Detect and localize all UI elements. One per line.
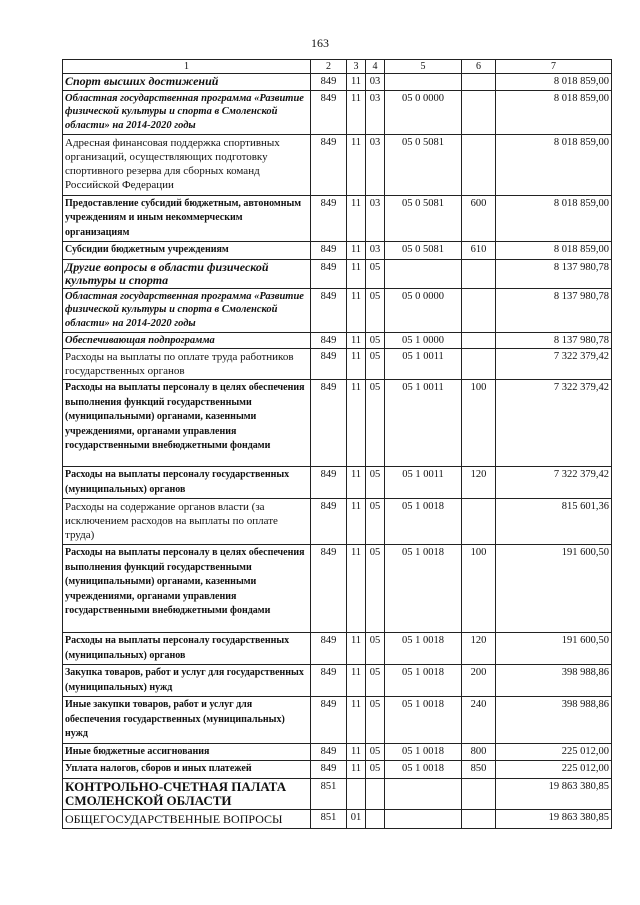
row-expense-type-cell [462, 809, 496, 828]
row-name-cell: Расходы на выплаты персоналу в целях обеспечения выполнения функций государственными (муниципальными) органами, казенными учреждениями, органами управления государственными внебюджетными фондами [63, 545, 311, 633]
row-section-cell: 11 [347, 499, 366, 545]
row-target-article-cell: 05 1 0018 [385, 665, 462, 697]
row-subsection-cell: 05 [366, 288, 385, 332]
table-row [63, 195, 612, 242]
row-section-cell: 11 [347, 665, 366, 697]
table-row [63, 380, 612, 467]
row-code-cell: 849 [311, 74, 347, 91]
row-expense-type-cell: 240 [462, 697, 496, 744]
row-target-article-cell: 05 1 0018 [385, 545, 462, 633]
row-amount-cell: 8 137 980,78 [496, 288, 612, 332]
row-subsection-cell: 05 [366, 499, 385, 545]
row-subsection-cell: 05 [366, 743, 385, 761]
row-name-cell: Областная государственная программа «Развитие физической культуры и спорта в Смоленской области» на 2014-2020 годы [63, 90, 311, 134]
row-amount-cell: 191 600,50 [496, 545, 612, 633]
row-name-cell: Расходы на выплаты персоналу государственных (муниципальных) органов [63, 467, 311, 499]
table-header-row [63, 60, 612, 74]
row-subsection-cell: 05 [366, 545, 385, 633]
row-code-cell: 849 [311, 380, 347, 467]
row-code-cell: 849 [311, 242, 347, 260]
row-subsection-cell: 05 [366, 697, 385, 744]
row-subsection-cell: 03 [366, 90, 385, 134]
table-row [63, 242, 612, 260]
row-subsection-cell: 05 [366, 259, 385, 288]
row-name-cell: КОНТРОЛЬНО-СЧЕТНАЯ ПАЛАТА СМОЛЕНСКОЙ ОБЛАСТИ [63, 778, 311, 809]
row-section-cell: 11 [347, 288, 366, 332]
header-cell: 1 [63, 60, 311, 74]
header-cell: 7 [496, 60, 612, 74]
table-row [63, 90, 612, 134]
row-subsection-cell: 03 [366, 74, 385, 91]
row-name-cell: Областная государственная программа «Развитие физической культуры и спорта в Смоленской области» на 2014-2020 годы [63, 288, 311, 332]
row-name-cell: Расходы на выплаты персоналу в целях обеспечения выполнения функций государственными (муниципальными) органами, казенными учреждениями, органами управления государственными внебюджетными фондами [63, 380, 311, 467]
header-cell: 3 [347, 60, 366, 74]
row-name-cell: Расходы на выплаты по оплате труда работников государственных органов [63, 349, 311, 380]
row-expense-type-cell [462, 74, 496, 91]
row-code-cell: 849 [311, 499, 347, 545]
row-amount-cell: 8 018 859,00 [496, 242, 612, 260]
row-code-cell: 849 [311, 259, 347, 288]
row-subsection-cell [366, 778, 385, 809]
row-target-article-cell: 05 0 0000 [385, 90, 462, 134]
row-amount-cell: 19 863 380,85 [496, 809, 612, 828]
row-code-cell: 849 [311, 665, 347, 697]
row-amount-cell: 7 322 379,42 [496, 380, 612, 467]
row-subsection-cell [366, 809, 385, 828]
row-name-cell: ОБЩЕГОСУДАРСТВЕННЫЕ ВОПРОСЫ [63, 809, 311, 828]
row-name-cell: Расходы на содержание органов власти (за исключением расходов на выплаты по оплате труда) [63, 499, 311, 545]
table-row [63, 74, 612, 91]
row-expense-type-cell [462, 349, 496, 380]
row-section-cell: 11 [347, 467, 366, 499]
row-code-cell: 849 [311, 633, 347, 665]
row-name-cell: Субсидии бюджетным учреждениям [63, 242, 311, 260]
row-target-article-cell: 05 0 5081 [385, 195, 462, 242]
row-target-article-cell: 05 1 0018 [385, 743, 462, 761]
row-section-cell: 11 [347, 743, 366, 761]
row-section-cell [347, 778, 366, 809]
row-expense-type-cell: 850 [462, 761, 496, 779]
row-subsection-cell: 05 [366, 467, 385, 499]
row-subsection-cell: 03 [366, 134, 385, 195]
row-section-cell: 11 [347, 633, 366, 665]
table-row [63, 697, 612, 744]
row-code-cell: 849 [311, 90, 347, 134]
row-target-article-cell [385, 74, 462, 91]
row-section-cell: 11 [347, 545, 366, 633]
row-code-cell: 849 [311, 349, 347, 380]
header-cell: 6 [462, 60, 496, 74]
row-target-article-cell [385, 778, 462, 809]
table-row [63, 134, 612, 195]
row-subsection-cell: 03 [366, 242, 385, 260]
row-expense-type-cell: 120 [462, 633, 496, 665]
row-target-article-cell [385, 809, 462, 828]
row-section-cell: 11 [347, 134, 366, 195]
row-target-article-cell: 05 1 0011 [385, 380, 462, 467]
row-expense-type-cell: 610 [462, 242, 496, 260]
row-amount-cell: 398 988,86 [496, 697, 612, 744]
row-expense-type-cell [462, 332, 496, 349]
row-amount-cell: 8 018 859,00 [496, 90, 612, 134]
row-amount-cell: 8 137 980,78 [496, 259, 612, 288]
row-amount-cell: 8 018 859,00 [496, 74, 612, 91]
table-row [63, 259, 612, 288]
row-subsection-cell: 05 [366, 349, 385, 380]
row-amount-cell: 7 322 379,42 [496, 467, 612, 499]
row-target-article-cell: 05 1 0018 [385, 499, 462, 545]
row-target-article-cell: 05 1 0011 [385, 349, 462, 380]
row-name-cell: Иные бюджетные ассигнования [63, 743, 311, 761]
row-expense-type-cell: 200 [462, 665, 496, 697]
row-subsection-cell: 05 [366, 665, 385, 697]
header-cell: 2 [311, 60, 347, 74]
row-amount-cell: 19 863 380,85 [496, 778, 612, 809]
row-name-cell: Закупка товаров, работ и услуг для государственных (муниципальных) нужд [63, 665, 311, 697]
row-section-cell: 01 [347, 809, 366, 828]
row-expense-type-cell: 800 [462, 743, 496, 761]
row-code-cell: 849 [311, 761, 347, 779]
row-subsection-cell: 05 [366, 380, 385, 467]
row-code-cell: 849 [311, 697, 347, 744]
row-subsection-cell: 05 [366, 332, 385, 349]
header-cell: 4 [366, 60, 385, 74]
row-code-cell: 849 [311, 545, 347, 633]
row-section-cell: 11 [347, 242, 366, 260]
page-number: 163 [311, 36, 329, 50]
row-target-article-cell: 05 0 5081 [385, 134, 462, 195]
table-row [63, 743, 612, 761]
row-target-article-cell: 05 1 0018 [385, 697, 462, 744]
row-section-cell: 11 [347, 697, 366, 744]
row-name-cell: Расходы на выплаты персоналу государственных (муниципальных) органов [63, 633, 311, 665]
row-target-article-cell: 05 0 5081 [385, 242, 462, 260]
row-amount-cell: 225 012,00 [496, 761, 612, 779]
row-amount-cell: 8 018 859,00 [496, 134, 612, 195]
row-name-cell: Предоставление субсидий бюджетным, автономным учреждениям и иным некоммерческим организациям [63, 195, 311, 242]
table-row [63, 761, 612, 779]
row-expense-type-cell [462, 90, 496, 134]
row-target-article-cell: 05 0 0000 [385, 288, 462, 332]
row-subsection-cell: 05 [366, 761, 385, 779]
row-subsection-cell: 05 [366, 633, 385, 665]
row-code-cell: 851 [311, 778, 347, 809]
row-name-cell: Адресная финансовая поддержка спортивных организаций, осуществляющих подготовку спортивного резерва для сборных команд Российской Федерации [63, 134, 311, 195]
row-target-article-cell: 05 1 0018 [385, 761, 462, 779]
row-name-cell: Уплата налогов, сборов и иных платежей [63, 761, 311, 779]
row-code-cell: 849 [311, 288, 347, 332]
row-section-cell: 11 [347, 90, 366, 134]
row-target-article-cell: 05 1 0011 [385, 467, 462, 499]
row-code-cell: 849 [311, 743, 347, 761]
row-expense-type-cell [462, 259, 496, 288]
row-name-cell: Обеспечивающая подпрограмма [63, 332, 311, 349]
table-row [63, 288, 612, 332]
row-name-cell: Спорт высших достижений [63, 74, 311, 91]
table-row [63, 665, 612, 697]
row-code-cell: 849 [311, 134, 347, 195]
row-target-article-cell: 05 1 0018 [385, 633, 462, 665]
table-row [63, 809, 612, 828]
row-section-cell: 11 [347, 195, 366, 242]
row-expense-type-cell [462, 134, 496, 195]
row-target-article-cell [385, 259, 462, 288]
row-amount-cell: 191 600,50 [496, 633, 612, 665]
row-section-cell: 11 [347, 259, 366, 288]
row-subsection-cell: 03 [366, 195, 385, 242]
row-expense-type-cell [462, 499, 496, 545]
table-row [63, 332, 612, 349]
row-name-cell: Иные закупки товаров, работ и услуг для обеспечения государственных (муниципальных) нужд [63, 697, 311, 744]
row-amount-cell: 8 018 859,00 [496, 195, 612, 242]
table-row [63, 778, 612, 809]
row-target-article-cell: 05 1 0000 [385, 332, 462, 349]
row-code-cell: 849 [311, 195, 347, 242]
row-amount-cell: 398 988,86 [496, 665, 612, 697]
row-amount-cell: 8 137 980,78 [496, 332, 612, 349]
row-code-cell: 849 [311, 332, 347, 349]
row-code-cell: 849 [311, 467, 347, 499]
table-row [63, 499, 612, 545]
header-cell: 5 [385, 60, 462, 74]
row-section-cell: 11 [347, 349, 366, 380]
row-section-cell: 11 [347, 380, 366, 467]
row-expense-type-cell: 600 [462, 195, 496, 242]
row-expense-type-cell [462, 778, 496, 809]
row-name-cell: Другие вопросы в области физической культуры и спорта [63, 259, 311, 288]
row-section-cell: 11 [347, 332, 366, 349]
budget-table [62, 59, 612, 829]
row-code-cell: 851 [311, 809, 347, 828]
row-amount-cell: 815 601,36 [496, 499, 612, 545]
row-section-cell: 11 [347, 761, 366, 779]
row-section-cell: 11 [347, 74, 366, 91]
table-row [63, 349, 612, 380]
row-expense-type-cell: 120 [462, 467, 496, 499]
table-row [63, 467, 612, 499]
table-row [63, 545, 612, 633]
row-amount-cell: 7 322 379,42 [496, 349, 612, 380]
row-expense-type-cell: 100 [462, 380, 496, 467]
row-expense-type-cell [462, 288, 496, 332]
table-row [63, 633, 612, 665]
row-amount-cell: 225 012,00 [496, 743, 612, 761]
row-expense-type-cell: 100 [462, 545, 496, 633]
